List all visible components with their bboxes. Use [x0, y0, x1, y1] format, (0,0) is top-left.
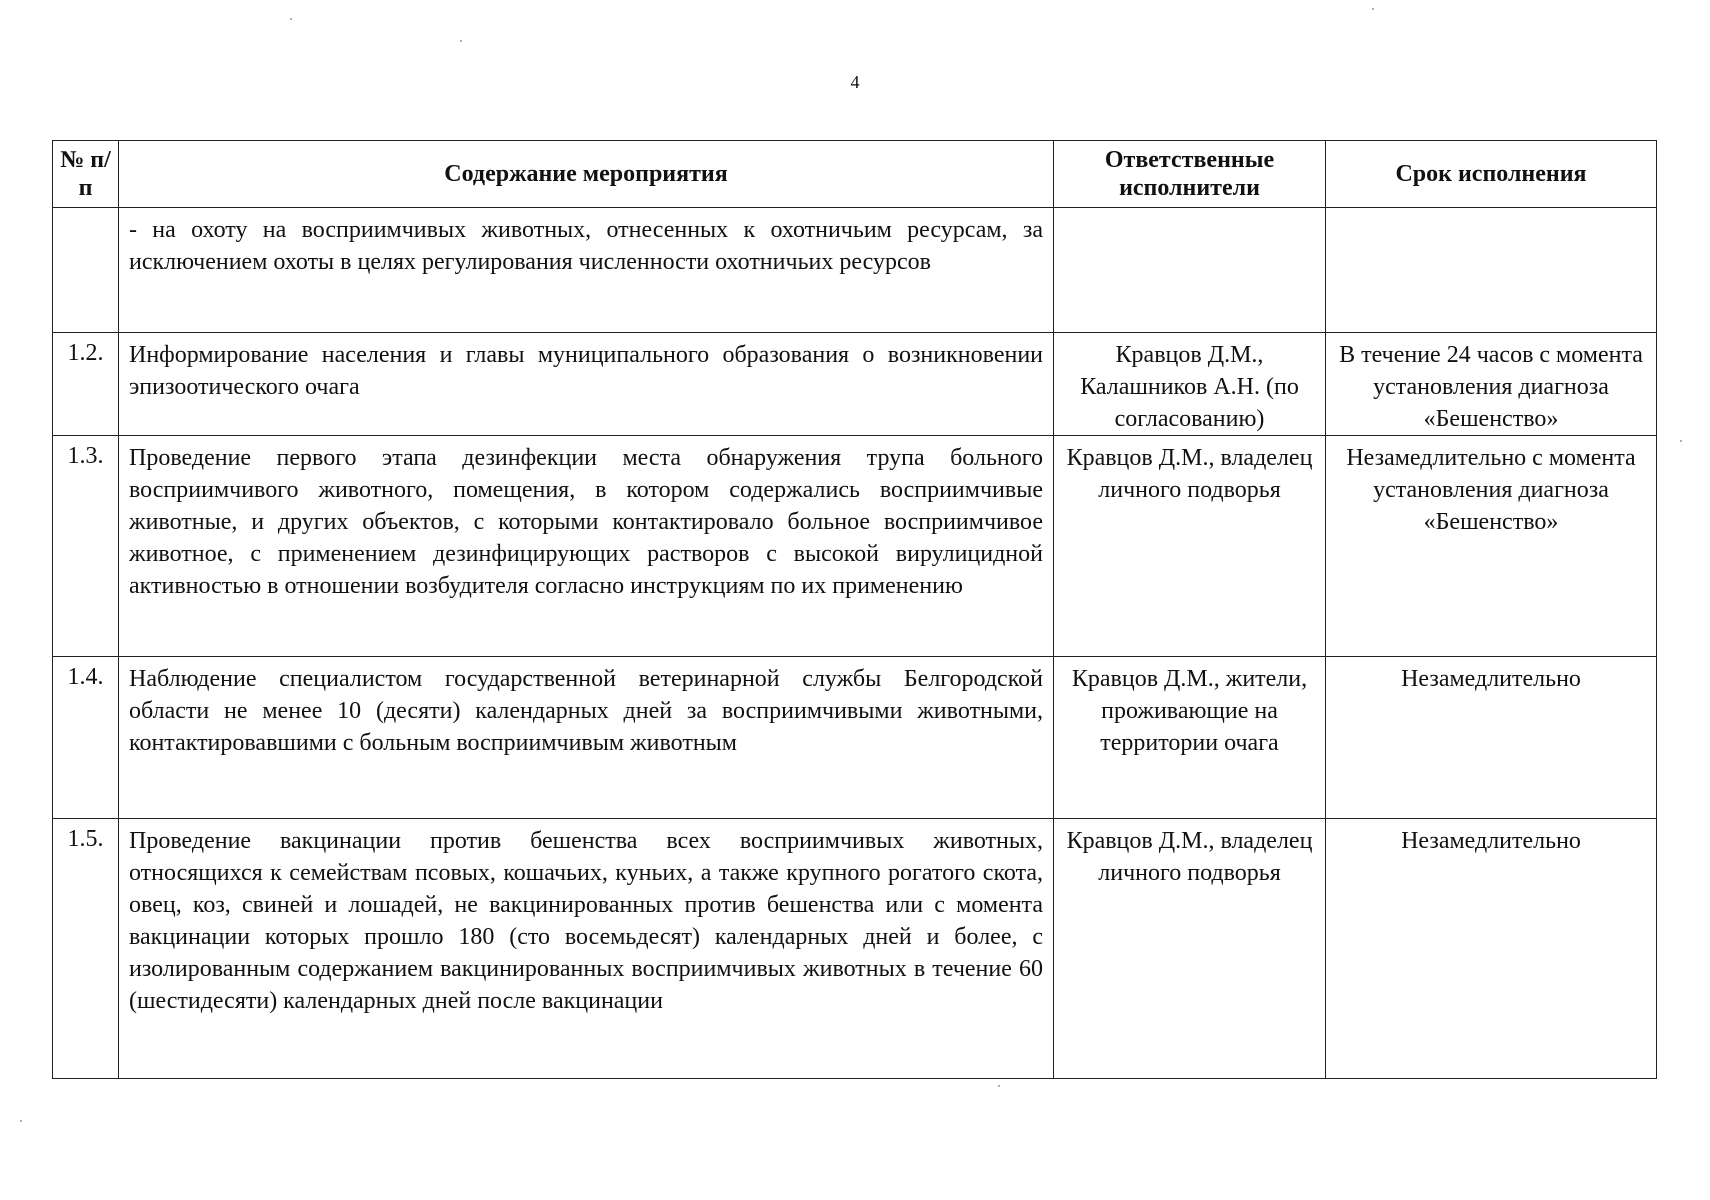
header-deadline: Срок исполнения — [1326, 141, 1657, 208]
row-deadline: Незамедлительно с момента установления диагноза «Бешенство» — [1326, 436, 1657, 657]
row-content: Проведение вакцинации против бешенства всех восприимчивых животных, относящихся к семействам псовых, кошачьих, куньих, а также крупного рогатого скота, овец, коз, свиней и лошадей, не вакцинированных против бешенства или с момента вакцинации которых прошло 180 (сто восемьдесят) календарных дней и более, с изолированным содержанием вакцинированных восприимчивых животных в течение 60 (шестидесяти) календарных дней после вакцинации — [119, 819, 1054, 1079]
row-num: 1.5. — [53, 819, 119, 1079]
table-row — [53, 208, 1657, 333]
row-content: Проведение первого этапа дезинфекции места обнаружения трупа больного восприимчивого животного, помещения, в котором содержались восприимчивые животные, и других объектов, с которыми контактировало больное восприимчивое животное, с применением дезинфицирующих растворов с высокой вирулицидной активностью в отношении возбудителя согласно инструкциям по их применению — [119, 436, 1054, 657]
table-row — [53, 657, 1657, 819]
row-content: Информирование населения и главы муниципального образования о возникновении эпизоотического очага — [119, 333, 1054, 436]
row-responsible: Кравцов Д.М., владелец личного подворья — [1054, 436, 1326, 657]
header-num: № п/п — [53, 141, 119, 208]
header-content: Содержание мероприятия — [119, 141, 1054, 208]
row-responsible — [1054, 208, 1326, 333]
scan-speck — [290, 18, 292, 20]
table-row — [53, 436, 1657, 657]
row-responsible: Кравцов Д.М., владелец личного подворья — [1054, 819, 1326, 1079]
scan-speck — [460, 40, 462, 42]
row-deadline — [1326, 208, 1657, 333]
header-responsible: Ответственные исполнители — [1054, 141, 1326, 208]
row-num — [53, 208, 119, 333]
row-deadline: Незамедлительно — [1326, 819, 1657, 1079]
row-responsible: Кравцов Д.М., Калашников А.Н. (по согласованию) — [1054, 333, 1326, 436]
page-number: 4 — [850, 72, 860, 92]
scan-speck — [998, 1085, 1000, 1087]
row-responsible: Кравцов Д.М., жители, проживающие на территории очага — [1054, 657, 1326, 819]
measures-table — [52, 140, 1657, 1079]
row-num: 1.4. — [53, 657, 119, 819]
row-content: - на охоту на восприимчивых животных, отнесенных к охотничьим ресурсам, за исключением охоты в целях регулирования численности охотничьих ресурсов — [119, 208, 1054, 333]
row-num: 1.2. — [53, 333, 119, 436]
table-row — [53, 333, 1657, 436]
table-row — [53, 819, 1657, 1079]
table-header-row — [53, 141, 1657, 208]
row-deadline: Незамедлительно — [1326, 657, 1657, 819]
scan-speck — [20, 1120, 22, 1122]
scan-speck — [1680, 440, 1682, 442]
row-deadline: В течение 24 часов с момента установления диагноза «Бешенство» — [1326, 333, 1657, 436]
scan-speck — [1372, 8, 1374, 10]
row-content: Наблюдение специалистом государственной ветеринарной службы Белгородской области не менее 10 (десяти) календарных дней за восприимчивыми животными, контактировавшими с больным восприимчивым животным — [119, 657, 1054, 819]
row-num: 1.3. — [53, 436, 119, 657]
